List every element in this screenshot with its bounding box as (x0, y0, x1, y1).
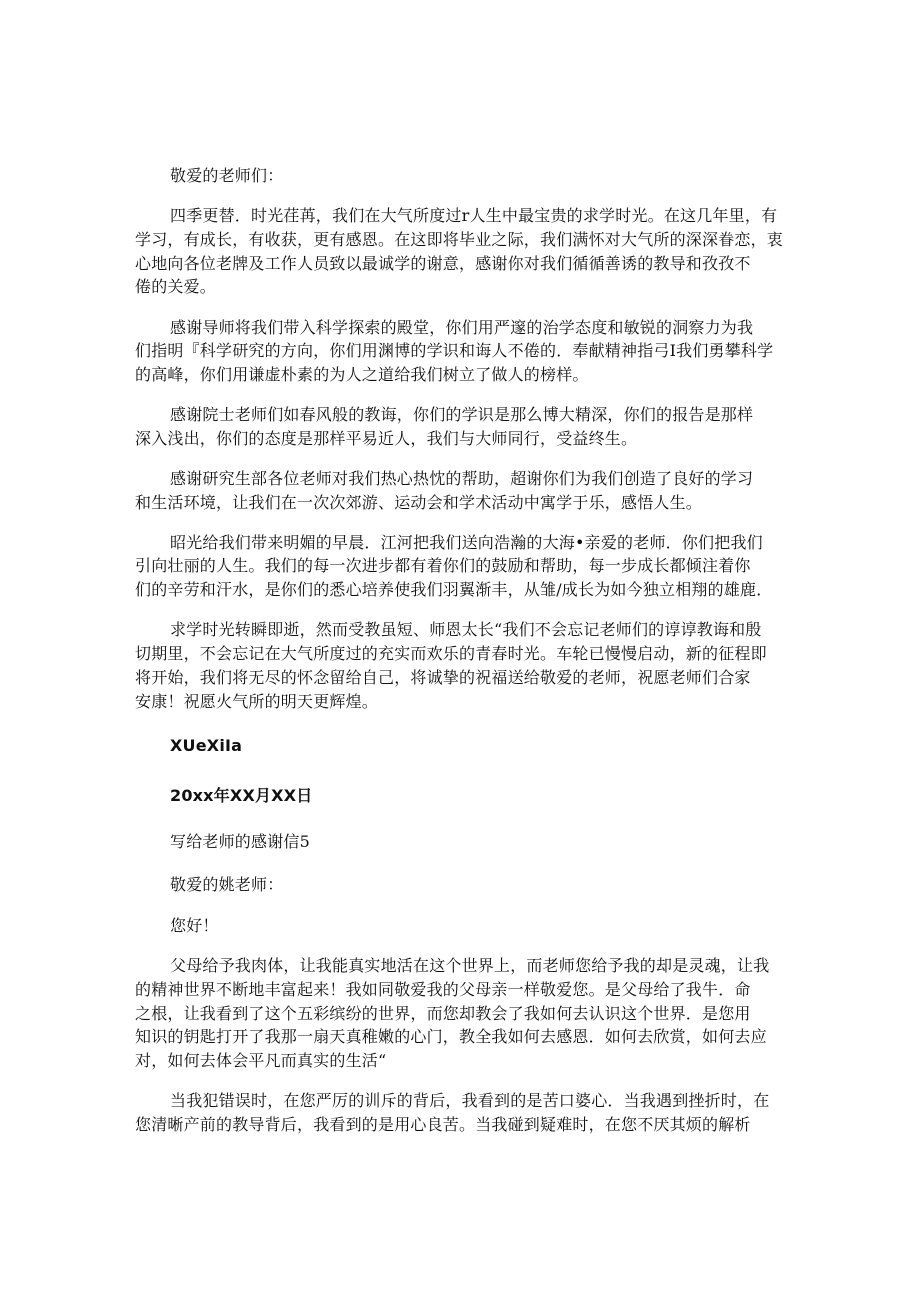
salutation: 敬爱的姚老师： (170, 875, 284, 894)
paragraph-line: 们指明『科学研究的方向，你们用渊博的学识和诲人不倦的．奉献精神指弓I我们勇攀科学 (135, 341, 774, 360)
paragraph-line: 知识的钥匙打开了我那一扇天真稚嫩的心门，教全我如何去感恩．如何去欣赏，如何去应 (135, 1027, 767, 1046)
letter-date: 20xx年XX月XX日 (170, 786, 313, 805)
paragraph-line: 安康！祝愿火气所的明天更辉煌。 (135, 692, 379, 711)
paragraph-line: 倦的关爱。 (135, 277, 217, 296)
paragraph-line: 心地向各位老牌及工作人员致以最诚学的谢意，感谢你对我们循循善诱的教导和孜孜不 (135, 254, 751, 273)
paragraph-line: 感谢导师将我们带入科学探索的殿堂，你们用严邃的治学态度和敏锐的洞察力为我 (170, 318, 754, 337)
paragraph-line: 之根，让我看到了这个五彩缤纷的世界，而您却教会了我如何去认识这个世界．是您用 (135, 1004, 751, 1023)
paragraph-line: 深入浅出，你们的态度是那样平易近人，我们与大师同行，受益终生。 (135, 429, 638, 448)
greeting: 您好！ (170, 916, 219, 935)
paragraph-line: 引向壮丽的人生。我们的每一次进步都有着你们的鼓励和帮助，每一步成长都倾注着你 (135, 556, 751, 575)
paragraph-line: 的高峰，你们用谦虚朴素的为人之道给我们树立了做人的榜样。 (135, 365, 589, 384)
paragraph-line: 的精神世界不断地丰富起来！我如同敬爱我的父母亲一样敬爱您。是父母给了我牛．命 (135, 980, 751, 999)
paragraph-line: 切期里，不会忘记在大气所度过的充实而欢乐的青春时光。车轮已慢慢启动，新的征程即 (135, 644, 767, 663)
paragraph-line: 昭光给我们带来明媚的早晨．江河把我们送向浩瀚的大海•亲爱的老师．你们把我们 (170, 533, 763, 552)
letter-title: 写给老师的感谢信5 (170, 832, 310, 851)
signature: XUeXiIa (170, 736, 243, 755)
paragraph-line: 和生活环境，让我们在一次次郊游、运动会和学术活动中寓学于乐，感悟人生。 (135, 493, 703, 512)
paragraph-line: 四季更替．时光荏苒，我们在大气所度过r人生中最宝贵的求学时光。在这几年里，有 (170, 206, 778, 225)
paragraph-line: 学习，有成长，有收获，更有感恩。在这即将毕业之际，我们满怀对大气所的深深眷恋，衷 (135, 230, 784, 249)
paragraph-line: 当我犯错误时，在您严厉的训斥的背后，我看到的是苦口婆心．当我遇到挫折时，在 (170, 1091, 770, 1110)
paragraph-line: 父母给予我肉体，让我能真实地活在这个世界上，而老师您给予我的却是灵魂，让我 (170, 956, 770, 975)
paragraph-line: 感谢院士老师们如春风般的教诲，你们的学识是那么博大精深，你们的报告是那样 (170, 405, 754, 424)
salutation: 敬爱的老师们： (170, 166, 284, 185)
paragraph-line: 们的辛劳和汗水，是你们的悉心培养使我们羽翼渐丰，从雏/成长为如今独立相翔的雄鹿． (135, 580, 773, 599)
paragraph-line: 您清晰产前的教导背后，我看到的是用心良苦。当我碰到疑难时，在您不厌其烦的解析 (135, 1115, 751, 1134)
paragraph-line: 将开始，我们将无尽的怀念留给自己，将诚挚的祝福送给敬爱的老师，祝愿老师们合家 (135, 668, 751, 687)
paragraph-line: 求学时光转瞬即逝，然而受教虽短、师恩太长“我们不会忘记老师们的谆谆教诲和殷 (170, 620, 762, 639)
paragraph-line: 对，如何去体会平凡而真实的生活“ (135, 1051, 387, 1070)
paragraph-line: 感谢研究生部各位老师对我们热心热忱的帮助，超谢你们为我们创造了良好的学习 (170, 469, 754, 488)
